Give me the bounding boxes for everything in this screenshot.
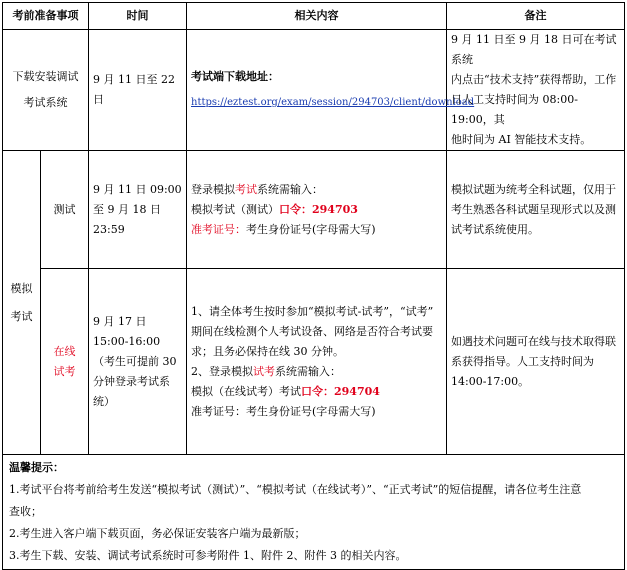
header-time: 时间 <box>89 3 187 30</box>
online-time: 9 月 17 日 15:00-16:00 （考生可提前 30 分钟登录考试系 统） <box>89 269 187 455</box>
tips-row <box>3 455 625 570</box>
tips-title: 温馨提示： <box>9 461 64 474</box>
test-content: 登录模拟考试系统需输入： 模拟考试（测试）口令：294703 准考证号：考生身份证号(字母需大写) <box>187 151 447 269</box>
download-title: 考试端下载地址： <box>191 70 279 83</box>
online-passcode: 口令：294704 <box>301 384 380 398</box>
tip-item: 2.考生进入客户端下载页面，务必保证安装客户端为最新版； <box>9 527 306 540</box>
download-content <box>187 30 475 151</box>
header-row <box>3 3 625 30</box>
test-note: 模拟试题为统考全科试题，仅用于 考生熟悉各科试题呈现形式以及测 试考试系统使用。 <box>447 151 625 269</box>
row-test <box>3 151 625 269</box>
row-download <box>3 30 625 151</box>
header-prep-items: 考前准备事项 <box>3 3 89 30</box>
online-content: 1、请全体考生按时参加“模拟考试-试考”，“试考” 期间在线检测个人考试设备、网络是否符合考试要 求；且务必保持在线 30 分钟。 2、登录模拟试考系统需输入： 模拟（在线试考）考试口令：294704 准考证号：考生身份证号(字母需大写) <box>187 269 447 455</box>
row-online <box>3 269 625 455</box>
test-passcode: 口令：294703 <box>279 202 358 216</box>
header-notes: 备注 <box>447 3 625 30</box>
mock-exam-group: 模拟 考试 <box>3 151 41 455</box>
test-sub: 测试 <box>41 151 89 269</box>
test-time: 9 月 11 日 09:00 至 9 月 18 日 23:59 <box>89 151 187 269</box>
download-item: 下载安装调试 考试系统 <box>3 30 89 151</box>
tip-item: 1.考试平台将考前给考生发送“模拟考试（测试）”、“模拟考试（在线试考）”、“正式考试”的短信提醒，请各位考生注意 <box>9 483 582 496</box>
header-content: 相关内容 <box>187 3 447 30</box>
exam-prep-table <box>2 2 625 570</box>
download-time: 9 月 11 日至 22 日 <box>89 30 187 151</box>
tip-item: 3.考生下载、安装、调试考试系统时可参考附件 1、附件 2、附件 3 的相关内容。 <box>9 549 407 562</box>
download-link[interactable]: https://eztest.org/exam/session/294703/client/download <box>191 97 475 108</box>
download-note: 9 月 11 日至 9 月 18 日可在考试系统 内点击“技术支持”获得帮助，工作 日人工支持时间为 08:00-19:00，其 他时间为 AI 智能技术支持。 <box>447 30 625 151</box>
tip-item: 查收； <box>9 505 42 518</box>
online-note: 如遇技术问题可在线与技术取得联 系获得指导。人工支持时间为 14:00-17:00。 <box>447 269 625 455</box>
online-sub: 在线 试考 <box>41 269 89 455</box>
tips-cell <box>3 455 625 570</box>
